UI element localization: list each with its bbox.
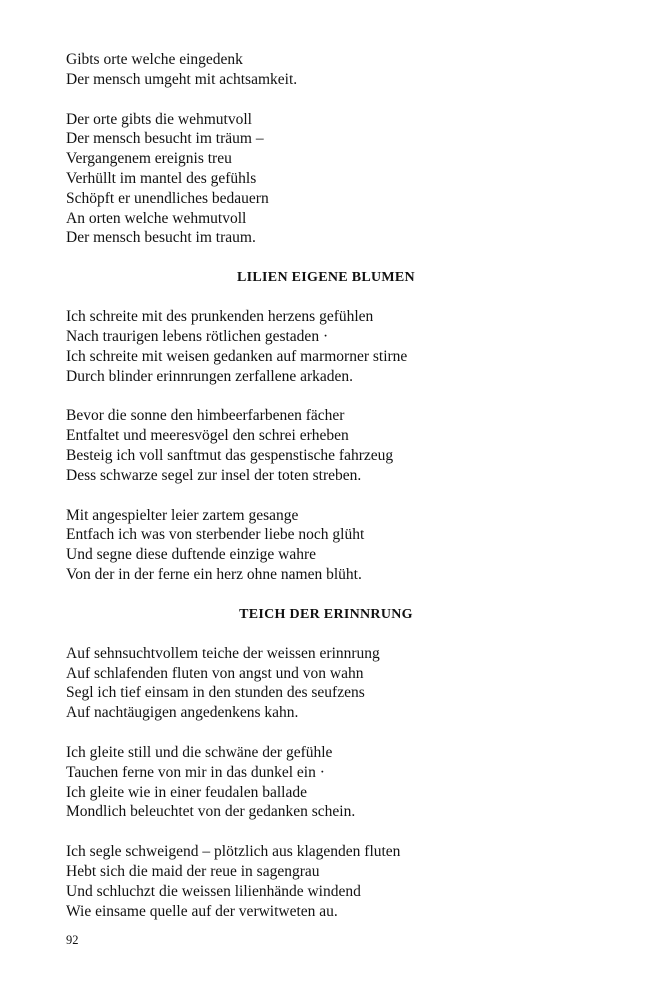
verse-line: Ich schreite mit weisen gedanken auf marmorner stirne (66, 347, 408, 365)
verse-line: Tauchen ferne von mir in das dunkel ein · (66, 763, 325, 781)
verse-line: Ich segle schweigend – plötzlich aus klagenden fluten (66, 843, 401, 861)
verse-line: Wie einsame quelle auf der verwitweten au. (66, 902, 338, 920)
stanza (66, 842, 586, 921)
verse-line: Mit angespielter leier zartem gesange (66, 506, 299, 524)
stanza (66, 406, 586, 485)
stanza (66, 50, 586, 90)
verse-line: Der mensch besucht im traum. (66, 229, 256, 247)
verse-line: Entfach ich was von sterbender liebe noch glüht (66, 526, 365, 544)
verse-line: Segl ich tief einsam in den stunden des seufzens (66, 684, 365, 702)
stanza (66, 110, 586, 249)
verse-line: Auf nachtäugigen angedenkens kahn. (66, 704, 299, 722)
stanza (66, 644, 586, 723)
verse-line: Besteig ich voll sanftmut das gespenstische fahrzeug (66, 446, 394, 464)
verse-line: Vergangenem ereignis treu (66, 150, 232, 168)
poem-title: TEICH DER ERINNRUNG (239, 606, 413, 622)
verse-line: Der mensch umgeht mit achtsamkeit. (66, 70, 298, 88)
stanza (66, 307, 586, 386)
stanza (66, 506, 586, 585)
verse-line: Gibts orte welche eingedenk (66, 51, 243, 68)
page-number: 92 (66, 933, 79, 947)
verse-line: Entfaltet und meeresvögel den schrei erheben (66, 427, 349, 445)
verse-line: Auf sehnsuchtvollem teiche der weissen erinnrung (66, 644, 380, 662)
page-body (66, 50, 586, 941)
stanza (66, 743, 586, 822)
verse-line: Bevor die sonne den himbeerfarbenen fächer (66, 407, 345, 425)
verse-line: Und segne diese duftende einzige wahre (66, 546, 317, 564)
verse-line: Ich gleite still und die schwäne der gefühle (66, 743, 333, 761)
verse-line: Verhüllt im mantel des gefühls (66, 169, 257, 187)
verse-line: Auf schlafenden fluten von angst und von wahn (66, 664, 364, 682)
verse-line: Schöpft er unendliches bedauern (66, 189, 269, 207)
verse-line: Und schluchzt die weissen lilienhände windend (66, 882, 361, 900)
verse-line: Mondlich beleuchtet von der gedanken schein. (66, 803, 356, 821)
verse-line: Ich gleite wie in einer feudalen ballade (66, 783, 307, 801)
verse-line: Ich schreite mit des prunkenden herzens gefühlen (66, 308, 374, 326)
verse-line: Nach traurigen lebens rötlichen gestaden · (66, 327, 329, 345)
verse-line: Der mensch besucht im träum – (66, 130, 264, 148)
verse-line: Von der in der ferne ein herz ohne namen blüht. (66, 565, 362, 583)
verse-line: Durch blinder erinnrungen zerfallene arkaden. (66, 367, 354, 385)
verse-line: Der orte gibts die wehmutvoll (66, 110, 252, 128)
poem-title: LILIEN EIGENE BLUMEN (237, 270, 415, 286)
verse-line: An orten welche wehmutvoll (66, 209, 247, 227)
verse-line: Hebt sich die maid der reue in sagengrau (66, 862, 320, 880)
verse-line: Dess schwarze segel zur insel der toten streben. (66, 466, 362, 484)
